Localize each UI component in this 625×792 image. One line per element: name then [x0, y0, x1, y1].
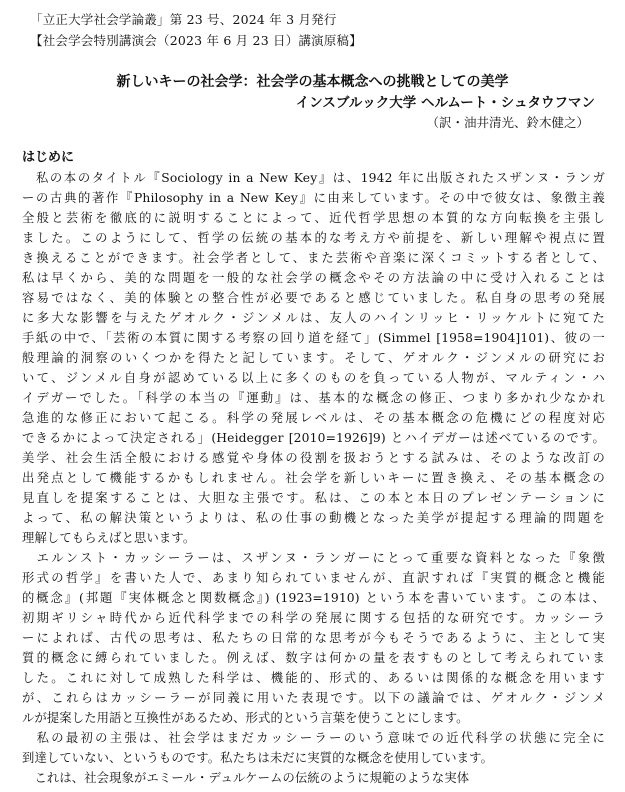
body-line: 到達していない、というものです。私たちは未だに実質的な概念を使用しています。: [22, 751, 494, 765]
body-line: イデガーでした。「科学の本当の『運動』は、基本的な概念の修正、つまり多かれ少なかれ: [22, 391, 605, 405]
body-line: 全般と芸術を徹底的に説明することによって、近代哲学思想の本質的な方向転換を主張し: [22, 211, 605, 225]
body-line: 形式の哲学』を書いた人で、あまり知られていませんが、直訳すれば『実質的概念と機能: [22, 571, 605, 585]
body-line: ルが提案した用語と互換性があるため、形式的という言葉を使うことにします。: [22, 711, 469, 725]
body-text: [22, 168, 605, 788]
body-line: した。これに対して成熟した科学は、機能的、形式的、あるいは関係的な概念を用います: [22, 671, 605, 685]
body-line: き換えることができます。社会学者として、また芸術や音楽に深くコミットする者として、: [22, 251, 605, 265]
body-line: 容易ではなく、美的体験との整合性が必要であると感じていました。私自身の思考の発展: [22, 291, 605, 305]
body-line: できるかによって決定される」(Heidegger [2010=1926]9) とハイデガーは述べているのです。: [22, 431, 605, 445]
body-line: よって、私の解決策というよりは、私の仕事の動機となった美学が提起する理論的問題を: [22, 511, 605, 525]
event-note: 【社会学会特別講演会（2023 年 6 月 23 日）講演原稿】: [30, 33, 362, 48]
body-line: 急進的な修正において起こる。科学の発展レベルは、その基本概念の危機にどの程度対応: [22, 411, 605, 425]
body-line: いて、ジンメル自身が認めている以上に多くのものを負っている人物が、マルティン・ハ: [22, 371, 605, 385]
article-author: インスブルック大学 ヘルムート・シュタウフマン: [295, 95, 595, 111]
body-line: ーの古典的著作『Philosophy in a New Key』に由来しています。その中で彼女は、象徴主義: [22, 191, 605, 205]
body-line: 見直しを提案することは、大胆な主張です。私は、この本と本日のプレゼンテーションに: [22, 491, 605, 505]
body-line: 美学、社会生活全般における感覚や身体の役割を扱おうとする試みは、そのような改訂の: [22, 451, 605, 465]
body-line: ました。このようにして、哲学の伝統の基本的な考え方や前提を、新しい理解や視点に置: [22, 231, 605, 245]
article-translators: （訳・油井清光、鈴木健之）: [426, 115, 589, 130]
body-line: 出発点として機能するかもしれません。社会学を新しいキーに置き換え、その基本概念の: [22, 471, 605, 485]
article-title: 新しいキーの社会学：社会学の基本概念への挑戦としての美学: [116, 74, 509, 90]
journal-citation: 「立正大学社会学論叢」第 23 号、2024 年 3 月発行: [30, 12, 337, 27]
section-heading: はじめに: [22, 150, 75, 165]
body-line: に多大な影響を与えたゲオルク・ジンメルは、友人のハインリッヒ・リッケルトに宛てた: [22, 311, 605, 325]
body-line: 私の本のタイトル『Sociology in a New Key』は、1942 年に出版されたスザンヌ・ランガ: [22, 171, 605, 185]
body-line: 私の最初の主張は、社会学はまだカッシーラーのいう意味での近代科学の状態に完全に: [22, 731, 605, 745]
body-line: 私は早くから、美的な問題を一般的な社会学の概念やその方法論の中に受け入れることは: [22, 271, 605, 285]
body-line: 質的概念に縛られていました。例えば、数字は何かの量を表すものとして考えられていま: [22, 651, 605, 665]
body-line: これは、社会現象がエミール・デュルケームの伝統のように規範のような実体: [22, 771, 470, 785]
body-line: 般理論的洞察のいくつかを得たと記しています。そして、ゲオルク・ジンメルの研究にお: [22, 351, 605, 365]
body-line: 理解してもらえばと思います。: [22, 531, 196, 545]
body-line: エルンスト・カッシーラーは、スザンヌ・ランガーにとって重要な資料となった『象徴: [22, 551, 605, 565]
body-line: ーによれば、古代の思考は、私たちの日常的な思考が今もそうであるように、主として実: [22, 631, 605, 645]
body-line: が、これらはカッシーラーが同義に用いた表現です。以下の議論では、ゲオルク・ジンメ: [22, 691, 605, 705]
body-line: 初期ギリシャ時代から近代科学までの科学の発展に関する包括的な研究です。カッシーラ: [22, 611, 605, 625]
body-line: 的概念』(邦題『実体概念と関数概念』) (1923=1910) という本を書いています。この本は、: [22, 591, 605, 605]
body-line: 手紙の中で、「芸術の本質に関する考察の回り道を経て」(Simmel [1958=1904]101)、彼の一: [22, 331, 605, 345]
